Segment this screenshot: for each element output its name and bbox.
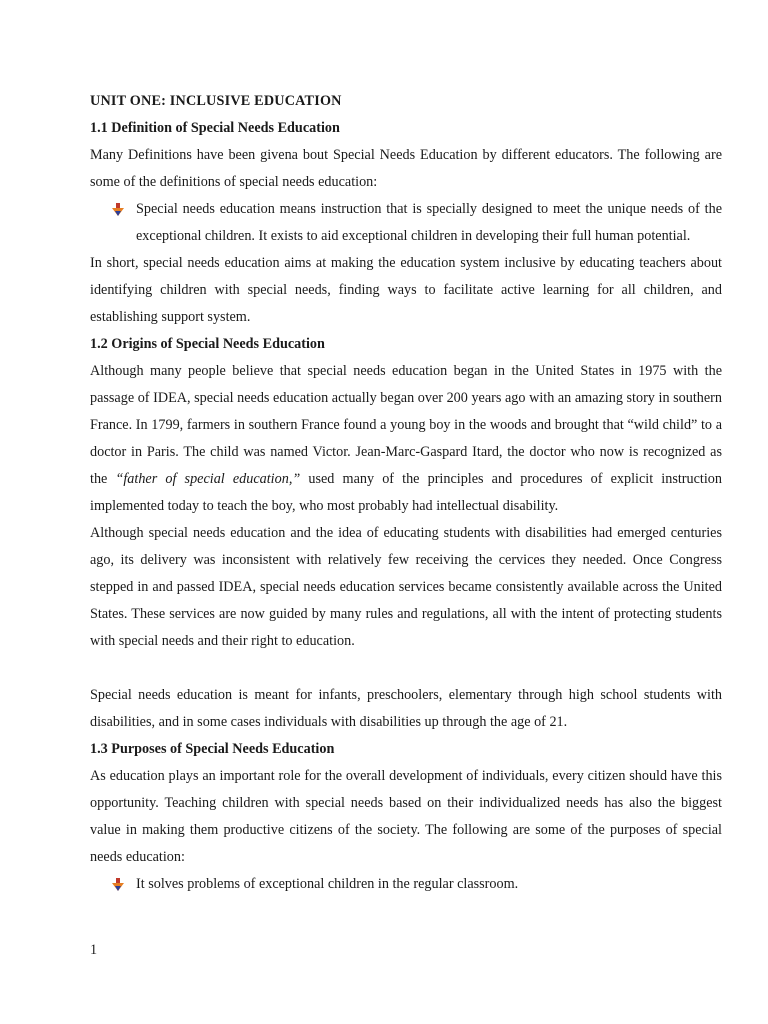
origins-text-end: used many of the principles and procedures of explicit instruction implemented today to teach the boy, who most probably had intellectual disability. — [90, 471, 722, 514]
unit-title: UNIT ONE: INCLUSIVE EDUCATION — [90, 93, 342, 109]
document-body — [90, 88, 722, 898]
paragraph-purposes-intro: As education plays an important role for the overall development of individuals, every citizen should have this opportunity. Teaching children with special needs based on their individualized needs has also the biggest value in making them productive citizens of the society. The following are some of the purposes of special needs education: — [90, 768, 722, 865]
bullet-text: It solves problems of exceptional children in the regular classroom. — [136, 876, 519, 892]
section-heading-1-3: 1.3 Purposes of Special Needs Education — [90, 741, 335, 757]
section-heading-1-2: 1.2 Origins of Special Needs Education — [90, 336, 325, 352]
page-number: 1 — [90, 942, 98, 958]
origins-text-start: Although many people believe that special needs education began in the United States in 1975 with the passage of IDEA, special needs education actually began over 200 years ago with an amazing story in southern France. In 1799, farmers in southern France found a young boy in the woods and brought that “wild child” to a doctor in Paris. The child was named Victor. Jean-Marc-Gaspard Itard, the doctor who now is recognized as the — [90, 363, 722, 487]
arrow-down-bullet-icon — [112, 203, 124, 216]
bullet-text: Special needs education means instruction that is specially designed to meet the unique needs of the exceptional children. It exists to aid exceptional children in developing their full human potential. — [136, 201, 722, 244]
paragraph-origins — [90, 358, 722, 520]
paragraph-summary: In short, special needs education aims at making the education system inclusive by educating teachers about identifying children with special needs, finding ways to facilitate active learning for all children, and establishing support system. — [90, 255, 722, 325]
father-of-special-education-quote: “father of special education,” — [115, 471, 301, 487]
paragraph-spacer — [90, 655, 722, 682]
paragraph-definitions-intro: Many Definitions have been givena bout Special Needs Education by different educators. The following are some of the definitions of special needs education: — [90, 147, 722, 190]
bullet-item-purpose — [90, 871, 722, 898]
arrow-down-bullet-icon — [112, 878, 124, 891]
bullet-item-definition — [90, 196, 722, 250]
paragraph-idea-history: Although special needs education and the idea of educating students with disabilities had emerged centuries ago, its delivery was inconsistent with relatively few receiving the cervices they needed. Once Congress stepped in and passed IDEA, special needs education services became consistently available across the United States. These services are now guided by many rules and regulations, all with the intent of protecting students with special needs and their right to education. — [90, 525, 722, 649]
paragraph-eligibility: Special needs education is meant for infants, preschoolers, elementary through high school students with disabilities, and in some cases individuals with disabilities up through the age of 21. — [90, 687, 722, 730]
section-heading-1-1: 1.1 Definition of Special Needs Education — [90, 120, 340, 136]
